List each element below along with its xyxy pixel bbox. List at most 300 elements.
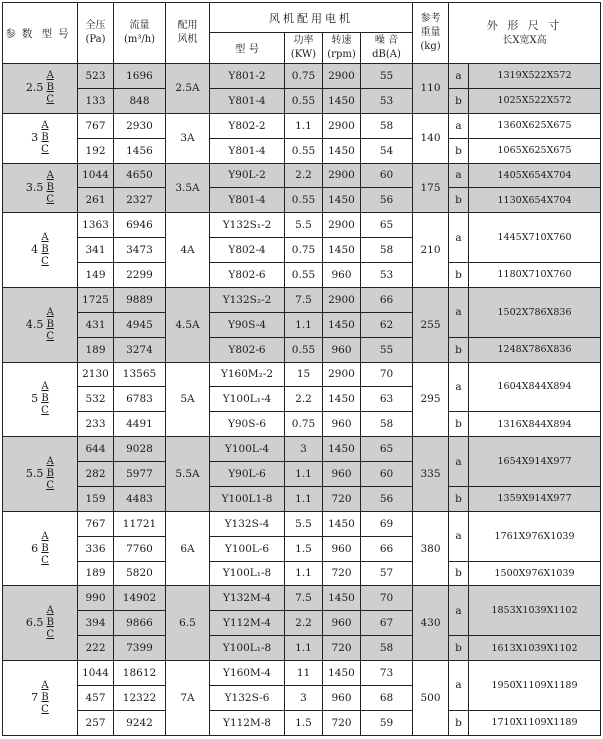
variant-letter: A <box>41 530 49 542</box>
noise-cell: 55 <box>361 64 413 89</box>
table-row <box>3 636 601 661</box>
flow-cell: 7760 <box>114 536 166 561</box>
speed-cell: 1450 <box>323 511 361 536</box>
abc-variants <box>41 120 49 156</box>
model-cell <box>3 511 78 586</box>
model-cell <box>3 287 78 362</box>
weight-cell: 255 <box>413 287 449 362</box>
noise-cell: 63 <box>361 387 413 412</box>
size-dim-cell: 1613X1039X1102 <box>469 636 601 661</box>
noise-cell: 53 <box>361 88 413 113</box>
model-number: 3.5 <box>25 180 44 194</box>
size-dim-cell: 1130X654X704 <box>469 188 601 213</box>
size-label-cell: b <box>449 88 469 113</box>
flow-cell: 9889 <box>114 287 166 312</box>
table-row <box>3 88 601 113</box>
flow-cell: 6946 <box>114 213 166 238</box>
model-cell <box>3 163 78 213</box>
size-label-cell: b <box>449 188 469 213</box>
size-dim-cell: 1761X976X1039 <box>469 511 601 561</box>
speed-cell: 1450 <box>323 88 361 113</box>
motor-model-cell: Y90S-4 <box>210 312 285 337</box>
motor-group-header: 风机配用电机 <box>210 3 413 33</box>
variant-letter: C <box>41 554 49 566</box>
speed-cell: 2900 <box>323 163 361 188</box>
table-row <box>3 337 601 362</box>
power-cell: 0.55 <box>285 263 323 288</box>
motor-model-cell: Y801-4 <box>210 138 285 163</box>
flow-cell: 6783 <box>114 387 166 412</box>
pressure-cell: 2130 <box>78 362 114 387</box>
corner-top-label: 参数 <box>5 27 39 40</box>
speed-cell: 960 <box>323 536 361 561</box>
size-label-cell: a <box>449 287 469 337</box>
speed-cell: 960 <box>323 337 361 362</box>
weight-cell: 110 <box>413 64 449 114</box>
model-cell <box>3 213 78 288</box>
speed-cell: 1450 <box>323 238 361 263</box>
size-label-cell: b <box>449 636 469 661</box>
size-label-cell: a <box>449 163 469 188</box>
size-label-cell: a <box>449 362 469 412</box>
size-dim-cell: 1502X786X836 <box>469 287 601 337</box>
flow-cell: 4491 <box>114 412 166 437</box>
speed-cell: 720 <box>323 486 361 511</box>
flow-cell: 2930 <box>114 113 166 138</box>
flow-cell: 4945 <box>114 312 166 337</box>
weight-cell: 175 <box>413 163 449 213</box>
corner-bottom-label: 型号 <box>41 27 75 40</box>
machine-cell: 3.5A <box>166 163 210 213</box>
model-cell <box>3 586 78 661</box>
pressure-cell: 431 <box>78 312 114 337</box>
pressure-cell: 1044 <box>78 661 114 686</box>
pressure-cell: 222 <box>78 636 114 661</box>
power-cell: 0.55 <box>285 138 323 163</box>
pressure-header: 全压 (Pa) <box>78 3 114 64</box>
weight-cell: 140 <box>413 113 449 163</box>
power-cell: 1.1 <box>285 561 323 586</box>
table-row <box>3 138 601 163</box>
machine-cell: 6A <box>166 511 210 586</box>
noise-cell: 54 <box>361 138 413 163</box>
size-dim-cell: 1405X654X704 <box>469 163 601 188</box>
model-number: 2.5 <box>25 81 44 95</box>
size-dim-cell: 1248X786X836 <box>469 337 601 362</box>
size-dim-cell: 1065X625X675 <box>469 138 601 163</box>
motor-model-cell: Y112M-4 <box>210 611 285 636</box>
table-row <box>3 362 601 387</box>
pressure-cell: 523 <box>78 64 114 89</box>
table-row <box>3 437 601 462</box>
model-cell <box>3 113 78 163</box>
variant-letter: B <box>46 467 54 479</box>
size-dim-cell: 1360X625X675 <box>469 113 601 138</box>
speed-header: 转速 (rpm) <box>323 33 361 64</box>
motor-model-cell: Y802-4 <box>210 238 285 263</box>
variant-letter: C <box>46 479 55 491</box>
fan-spec-table <box>2 2 601 736</box>
noise-cell: 73 <box>361 661 413 686</box>
flow-header: 流量 (m³/h) <box>114 3 166 64</box>
machine-cell: 5A <box>166 362 210 437</box>
variant-letter: C <box>41 144 49 156</box>
dims-header: 外 形 尺 寸 长X宽X高 <box>449 3 601 64</box>
noise-cell: 60 <box>361 163 413 188</box>
noise-header: 噪 音 dB(A) <box>361 33 413 64</box>
header-row-1 <box>3 3 601 33</box>
pressure-cell: 532 <box>78 387 114 412</box>
flow-cell: 2327 <box>114 188 166 213</box>
variant-letter: B <box>46 82 54 94</box>
noise-cell: 58 <box>361 636 413 661</box>
flow-cell: 1456 <box>114 138 166 163</box>
noise-cell: 56 <box>361 486 413 511</box>
pressure-cell: 336 <box>78 536 114 561</box>
variant-letter: C <box>46 193 55 205</box>
flow-cell: 4483 <box>114 486 166 511</box>
motor-model-cell: Y160M-4 <box>210 661 285 686</box>
power-cell: 5.5 <box>285 511 323 536</box>
motor-model-cell: Y132M-4 <box>210 586 285 611</box>
table-row <box>3 163 601 188</box>
flow-cell: 3274 <box>114 337 166 362</box>
power-cell: 1.1 <box>285 486 323 511</box>
motor-model-cell: Y100L₁-8 <box>210 561 285 586</box>
speed-cell: 1450 <box>323 138 361 163</box>
flow-cell: 4650 <box>114 163 166 188</box>
noise-cell: 67 <box>361 611 413 636</box>
variant-letter: A <box>46 605 54 617</box>
weight-cell: 210 <box>413 213 449 288</box>
motor-model-cell: Y90L-2 <box>210 163 285 188</box>
motor-model-cell: Y802-6 <box>210 337 285 362</box>
model-number: 4.5 <box>25 317 44 331</box>
speed-cell: 2900 <box>323 362 361 387</box>
flow-cell: 1696 <box>114 64 166 89</box>
abc-variants <box>41 680 49 716</box>
noise-cell: 68 <box>361 685 413 710</box>
size-label-cell: a <box>449 113 469 138</box>
variant-letter: B <box>41 692 49 703</box>
power-cell: 0.75 <box>285 238 323 263</box>
abc-variants <box>41 232 49 268</box>
noise-cell: 70 <box>361 586 413 611</box>
pressure-cell: 282 <box>78 462 114 487</box>
table-row <box>3 263 601 288</box>
pressure-cell: 767 <box>78 511 114 536</box>
table-row <box>3 287 601 312</box>
model-cell <box>3 437 78 512</box>
abc-variants <box>46 456 54 492</box>
corner-header <box>3 3 78 64</box>
power-cell: 3 <box>285 437 323 462</box>
power-header: 功率 (KW) <box>285 33 323 64</box>
noise-cell: 59 <box>361 710 413 735</box>
flow-cell: 2299 <box>114 263 166 288</box>
size-label-cell: a <box>449 64 469 89</box>
size-label-cell: b <box>449 561 469 586</box>
noise-cell: 66 <box>361 536 413 561</box>
pressure-cell: 1044 <box>78 163 114 188</box>
flow-cell: 7399 <box>114 636 166 661</box>
power-cell: 15 <box>285 362 323 387</box>
size-label-cell: a <box>449 586 469 636</box>
speed-cell: 1450 <box>323 586 361 611</box>
flow-cell: 13565 <box>114 362 166 387</box>
machine-cell: 4A <box>166 213 210 288</box>
variant-letter: B <box>41 393 49 405</box>
motor-model-cell: Y100L1-8 <box>210 486 285 511</box>
size-dim-cell: 1025X522X572 <box>469 88 601 113</box>
variant-letter: A <box>46 169 54 181</box>
motor-model-cell: Y132S₁-2 <box>210 213 285 238</box>
size-dim-cell: 1319X522X572 <box>469 64 601 89</box>
variant-letter: B <box>46 318 54 330</box>
size-label-cell: b <box>449 337 469 362</box>
noise-cell: 58 <box>361 113 413 138</box>
motor-model-cell: Y801-4 <box>210 188 285 213</box>
motor-model-cell: Y112M-8 <box>210 710 285 735</box>
variant-letter: C <box>41 704 49 715</box>
pressure-cell: 189 <box>78 337 114 362</box>
motor-model-cell: Y100L₁-8 <box>210 636 285 661</box>
speed-cell: 1450 <box>323 661 361 686</box>
machine-cell: 7A <box>166 661 210 736</box>
noise-cell: 58 <box>361 412 413 437</box>
speed-cell: 2900 <box>323 113 361 138</box>
motor-model-cell: Y802-2 <box>210 113 285 138</box>
power-cell: 2.2 <box>285 163 323 188</box>
size-label-cell: a <box>449 213 469 263</box>
pressure-cell: 394 <box>78 611 114 636</box>
table-row <box>3 661 601 686</box>
variant-letter: B <box>41 542 49 554</box>
speed-cell: 2900 <box>323 213 361 238</box>
pressure-cell: 1725 <box>78 287 114 312</box>
motor-model-cell: Y801-4 <box>210 88 285 113</box>
speed-cell: 960 <box>323 263 361 288</box>
pressure-cell: 257 <box>78 710 114 735</box>
pressure-cell: 767 <box>78 113 114 138</box>
power-cell: 0.55 <box>285 188 323 213</box>
pressure-cell: 1363 <box>78 213 114 238</box>
model-number: 4 <box>31 243 39 257</box>
power-cell: 1.1 <box>285 462 323 487</box>
variant-letter: A <box>46 455 54 467</box>
noise-cell: 62 <box>361 312 413 337</box>
motor-model-cell: Y160M₂-2 <box>210 362 285 387</box>
size-dim-cell: 1180X710X760 <box>469 263 601 288</box>
model-number: 6 <box>31 541 39 555</box>
size-label-cell: a <box>449 437 469 487</box>
pressure-cell: 644 <box>78 437 114 462</box>
pressure-cell: 990 <box>78 586 114 611</box>
power-cell: 2.2 <box>285 611 323 636</box>
power-cell: 1.1 <box>285 636 323 661</box>
power-cell: 0.75 <box>285 64 323 89</box>
variant-letter: C <box>41 405 49 417</box>
noise-cell: 58 <box>361 238 413 263</box>
noise-cell: 69 <box>361 511 413 536</box>
speed-cell: 960 <box>323 685 361 710</box>
variant-letter: A <box>41 680 49 691</box>
pressure-cell: 189 <box>78 561 114 586</box>
model-number: 7 <box>31 691 39 704</box>
table-row <box>3 710 601 735</box>
motor-model-header: 型 号 <box>210 33 285 64</box>
motor-model-cell: Y801-2 <box>210 64 285 89</box>
model-number: 3 <box>31 131 39 145</box>
speed-cell: 960 <box>323 462 361 487</box>
flow-cell: 5820 <box>114 561 166 586</box>
power-cell: 2.2 <box>285 387 323 412</box>
pressure-cell: 192 <box>78 138 114 163</box>
motor-model-cell: Y100L-4 <box>210 437 285 462</box>
machine-cell: 3A <box>166 113 210 163</box>
speed-cell: 1450 <box>323 437 361 462</box>
variant-letter: A <box>46 306 54 318</box>
model-number: 5.5 <box>25 466 44 480</box>
weight-header: 参考 重量 (kg) <box>413 3 449 64</box>
pressure-cell: 261 <box>78 188 114 213</box>
abc-variants <box>41 531 49 567</box>
pressure-cell: 233 <box>78 412 114 437</box>
pressure-cell: 457 <box>78 685 114 710</box>
size-dim-cell: 1500X976X1039 <box>469 561 601 586</box>
flow-cell: 9866 <box>114 611 166 636</box>
noise-cell: 55 <box>361 337 413 362</box>
flow-cell: 18612 <box>114 661 166 686</box>
pressure-cell: 341 <box>78 238 114 263</box>
variant-letter: A <box>41 120 49 132</box>
motor-model-cell: Y90S-6 <box>210 412 285 437</box>
table-row <box>3 213 601 238</box>
model-number: 6.5 <box>25 616 44 630</box>
size-dim-cell: 1359X914X977 <box>469 486 601 511</box>
abc-variants <box>46 307 54 343</box>
pressure-cell: 149 <box>78 263 114 288</box>
motor-model-cell: Y802-6 <box>210 263 285 288</box>
variant-letter: B <box>46 617 54 629</box>
variant-letter: A <box>41 232 49 244</box>
power-cell: 5.5 <box>285 213 323 238</box>
size-label-cell: b <box>449 710 469 735</box>
size-dim-cell: 1445X710X760 <box>469 213 601 263</box>
noise-cell: 70 <box>361 362 413 387</box>
power-cell: 1.5 <box>285 710 323 735</box>
speed-cell: 720 <box>323 561 361 586</box>
table-row <box>3 486 601 511</box>
abc-variants <box>46 170 54 206</box>
abc-variants <box>46 70 54 106</box>
flow-cell: 3473 <box>114 238 166 263</box>
table-row <box>3 64 601 89</box>
noise-cell: 57 <box>361 561 413 586</box>
size-label-cell: b <box>449 263 469 288</box>
weight-cell: 500 <box>413 661 449 736</box>
motor-model-cell: Y132S-4 <box>210 511 285 536</box>
flow-cell: 5977 <box>114 462 166 487</box>
abc-variants <box>41 381 49 417</box>
size-dim-cell: 1710X1109X1189 <box>469 710 601 735</box>
model-cell <box>3 362 78 437</box>
table-row <box>3 561 601 586</box>
motor-model-cell: Y100L₁-4 <box>210 387 285 412</box>
table-row <box>3 586 601 611</box>
weight-cell: 335 <box>413 437 449 512</box>
motor-model-cell: Y90L-6 <box>210 462 285 487</box>
power-cell: 7.5 <box>285 586 323 611</box>
weight-cell: 380 <box>413 511 449 586</box>
size-dim-cell: 1853X1039X1102 <box>469 586 601 636</box>
pressure-cell: 133 <box>78 88 114 113</box>
variant-letter: B <box>41 132 49 144</box>
model-cell <box>3 661 78 736</box>
variant-letter: C <box>46 629 55 641</box>
weight-cell: 430 <box>413 586 449 661</box>
model-number: 5 <box>31 392 39 406</box>
motor-model-cell: Y132S-6 <box>210 685 285 710</box>
variant-letter: A <box>46 70 54 82</box>
machine-header: 配用 风机 <box>166 3 210 64</box>
speed-cell: 2900 <box>323 64 361 89</box>
size-label-cell: b <box>449 412 469 437</box>
table-row <box>3 412 601 437</box>
size-label-cell: a <box>449 511 469 561</box>
size-dim-cell: 1316X844X894 <box>469 412 601 437</box>
table-row <box>3 511 601 536</box>
flow-cell: 12322 <box>114 685 166 710</box>
machine-cell: 5.5A <box>166 437 210 512</box>
flow-cell: 9242 <box>114 710 166 735</box>
variant-letter: B <box>46 181 54 193</box>
size-dim-cell: 1654X914X977 <box>469 437 601 487</box>
power-cell: 0.55 <box>285 88 323 113</box>
spec-body <box>3 64 601 736</box>
motor-model-cell: Y100L-6 <box>210 536 285 561</box>
table-row <box>3 113 601 138</box>
speed-cell: 1450 <box>323 387 361 412</box>
speed-cell: 960 <box>323 412 361 437</box>
speed-cell: 1450 <box>323 312 361 337</box>
flow-cell: 14902 <box>114 586 166 611</box>
flow-cell: 9028 <box>114 437 166 462</box>
size-label-cell: a <box>449 661 469 711</box>
table-row <box>3 188 601 213</box>
power-cell: 1.5 <box>285 536 323 561</box>
speed-cell: 1450 <box>323 188 361 213</box>
weight-cell: 295 <box>413 362 449 437</box>
pressure-cell: 159 <box>78 486 114 511</box>
variant-letter: B <box>41 244 49 256</box>
power-cell: 7.5 <box>285 287 323 312</box>
speed-cell: 720 <box>323 636 361 661</box>
motor-model-cell: Y132S₂-2 <box>210 287 285 312</box>
speed-cell: 720 <box>323 710 361 735</box>
power-cell: 3 <box>285 685 323 710</box>
noise-cell: 60 <box>361 462 413 487</box>
size-dim-cell: 1950X1109X1189 <box>469 661 601 711</box>
power-cell: 11 <box>285 661 323 686</box>
noise-cell: 53 <box>361 263 413 288</box>
machine-cell: 2.5A <box>166 64 210 114</box>
variant-letter: C <box>46 94 55 106</box>
variant-letter: A <box>41 381 49 393</box>
size-label-cell: b <box>449 486 469 511</box>
speed-cell: 2900 <box>323 287 361 312</box>
machine-cell: 6.5 <box>166 586 210 661</box>
